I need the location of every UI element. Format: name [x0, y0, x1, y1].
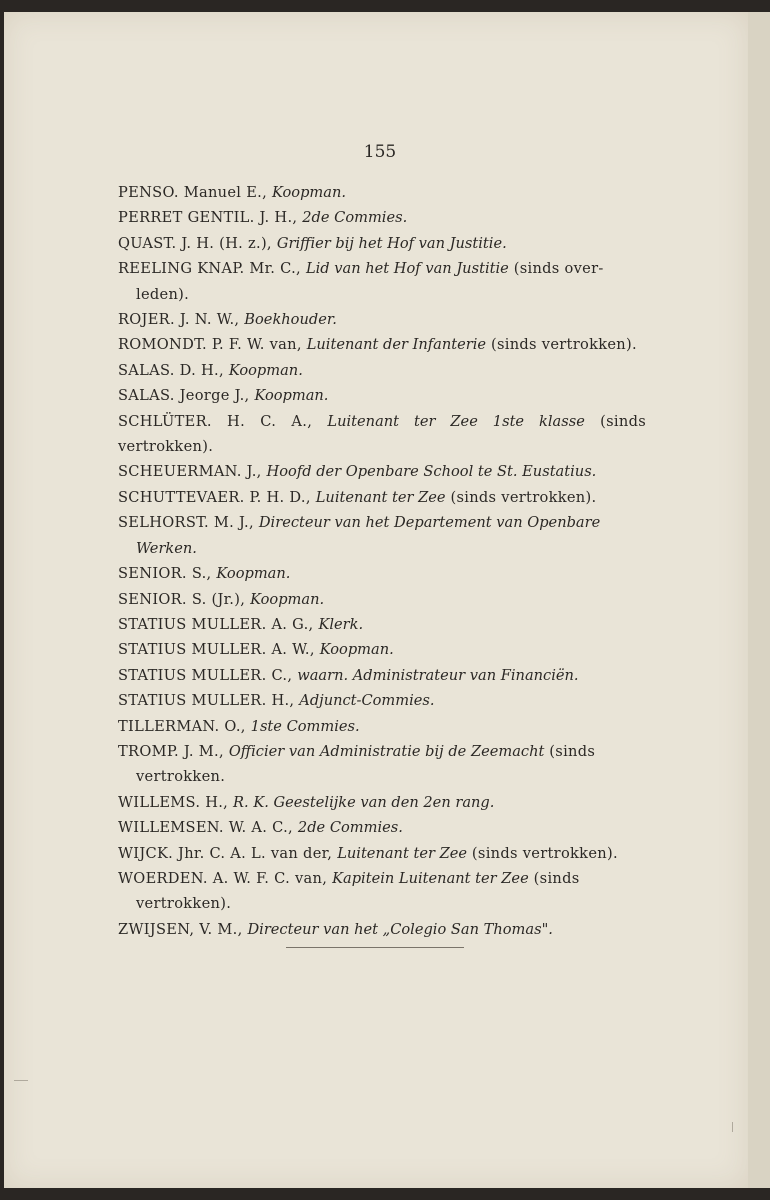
- entry-title-italic: Luitenant ter Zee: [315, 488, 446, 506]
- entry-text: SCHLÜTER. H. C. A.,: [118, 412, 328, 430]
- entry: [118, 866, 646, 917]
- entry-line: [118, 866, 646, 891]
- entry-text: STATIUS MULLER. A. W.,: [118, 641, 320, 659]
- entry-continuation-line: [118, 536, 646, 561]
- entry-title-italic: Kapitein Luitenant ter Zee: [332, 869, 529, 887]
- entry-line: [118, 180, 646, 205]
- entry-text: SCHUTTEVAER. P. H. D.,: [118, 488, 316, 506]
- entry-text: SCHEUERMAN. J.,: [118, 463, 267, 481]
- entry: [118, 587, 646, 612]
- entry-text: STATIUS MULLER. C.,: [118, 666, 298, 684]
- entry-line: [118, 841, 646, 866]
- entry-line: [118, 510, 646, 535]
- entry: [118, 256, 646, 307]
- entry-text: (sinds over-: [508, 260, 604, 278]
- entry: [118, 688, 646, 713]
- entry-text: SALAS. Jeorge J.,: [118, 387, 255, 405]
- entry: [118, 561, 646, 586]
- entry-title-italic: 2de Commies.: [297, 819, 403, 837]
- page-edge: [748, 12, 770, 1188]
- entry: [118, 510, 646, 561]
- entry-text: WIJCK. Jhr. C. A. L. van der,: [118, 844, 338, 862]
- end-rule: [286, 947, 464, 948]
- entry-title-italic: Luitenant ter Zee: [337, 844, 467, 862]
- entry-title-italic: R. K. Geestelijke van den 2en rang.: [233, 793, 495, 811]
- entry-text: STATIUS MULLER. A. G.,: [118, 615, 319, 633]
- entry-line: [118, 332, 646, 357]
- entry: [118, 612, 646, 637]
- entry-text: WOERDEN. A. W. F. C. van,: [118, 869, 333, 887]
- entry-list: [118, 180, 646, 942]
- entry-title-italic: Klerk.: [318, 615, 364, 633]
- entry-title-italic: Griffier bij het Hof van Justitie.: [276, 234, 507, 252]
- document-page: [4, 12, 748, 1188]
- entry-text: STATIUS MULLER. H.,: [118, 692, 300, 710]
- entry-title-italic: Werken.: [136, 539, 197, 557]
- entry-title-italic: Lid van het Hof van Justitie: [305, 260, 509, 278]
- entry-title-italic: Directeur van het „Colegio San Thomas".: [247, 920, 553, 938]
- entry-title-italic: Koopman.: [271, 184, 346, 201]
- entry-line: [118, 815, 646, 840]
- entry-line: [118, 790, 646, 815]
- page-number: 155: [363, 142, 397, 162]
- entry-title-italic: 2de Commies.: [302, 209, 408, 227]
- entry: [118, 383, 646, 408]
- entry-title-italic: Luitenant der Infanterie: [306, 336, 487, 354]
- entry-line: [118, 739, 646, 764]
- entry-text: SENIOR. S. (Jr.),: [118, 590, 251, 608]
- entry-text: (sinds vertrokken).: [118, 412, 646, 456]
- entry-text: QUAST. J. H. (H. z.),: [118, 234, 277, 252]
- entry-text: WILLEMS. H.,: [118, 793, 234, 811]
- entry: [118, 739, 646, 790]
- entry: [118, 307, 646, 332]
- entry-text: (sinds vertrokken).: [486, 336, 637, 354]
- entry: [118, 409, 646, 460]
- entry-line: [118, 612, 646, 637]
- entry-text: SELHORST. M. J.,: [118, 514, 259, 532]
- entry-title-italic: Koopman.: [319, 641, 394, 659]
- entry-text: ROMONDT. P. F. W. van,: [118, 336, 307, 354]
- margin-speck: [732, 1122, 733, 1132]
- entry: [118, 790, 646, 815]
- entry-text: (sinds: [544, 742, 596, 760]
- entry-continuation-line: [118, 282, 646, 307]
- entry-title-italic: Adjunct-Commies.: [299, 692, 435, 710]
- entry-text: ROJER. J. N. W.,: [118, 311, 245, 329]
- entry-title-italic: Boekhouder.: [244, 311, 337, 329]
- entry-text: vertrokken.: [136, 768, 226, 786]
- entry-line: [118, 714, 646, 739]
- entry-continuation-line: [118, 891, 646, 916]
- entry-title-italic: Koopman.: [254, 387, 329, 405]
- entry-title-italic: Koopman.: [228, 361, 303, 379]
- entry: [118, 332, 646, 357]
- entry: [118, 637, 646, 662]
- entry-text: (sinds vertrokken).: [445, 488, 597, 506]
- entry-text: PERRET GENTIL. J. H.,: [118, 209, 303, 227]
- entry-title-italic: Hoofd der Openbare School te St. Eustatius.: [266, 463, 597, 481]
- entry-line: [118, 917, 646, 942]
- entry-title-italic: Luitenant ter Zee 1ste klasse: [327, 412, 585, 430]
- entry: [118, 841, 646, 866]
- entry-line: [118, 587, 646, 612]
- entry-title-italic: 1ste Commies.: [250, 717, 360, 735]
- entry-line: [118, 256, 646, 281]
- entry-line: [118, 561, 646, 586]
- entry-title-italic: waarn. Administrateur van Financiën.: [297, 666, 579, 684]
- entry-title-italic: Officier van Administratie bij de Zeemacht: [228, 742, 545, 760]
- entry-continuation-line: [118, 764, 646, 789]
- entry-text: (sinds vertrokken).: [466, 844, 618, 862]
- entry-line: [118, 358, 646, 383]
- entry: [118, 815, 646, 840]
- entry-title-italic: Directeur van het Departement van Openbare: [258, 514, 601, 532]
- entry-line: [118, 231, 646, 256]
- entry-line: [118, 307, 646, 332]
- entry-line: [118, 205, 646, 230]
- entry: [118, 917, 646, 942]
- entry: [118, 205, 646, 230]
- entry-line: [118, 637, 646, 662]
- entry: [118, 459, 646, 484]
- entry-text: SENIOR. S.,: [118, 565, 217, 583]
- entry: [118, 180, 646, 205]
- entry-title-italic: Koopman.: [250, 590, 325, 608]
- entry: [118, 714, 646, 739]
- entry-text: (sinds: [528, 869, 580, 887]
- entry-text: TILLERMAN. O.,: [118, 717, 251, 735]
- margin-speck: [14, 1080, 28, 1081]
- entry-text: PENSO. Manuel E.,: [118, 184, 272, 201]
- entry-line: [118, 688, 646, 713]
- entry-line: [118, 459, 646, 484]
- entry-text: WILLEMSEN. W. A. C.,: [118, 819, 298, 837]
- entry: [118, 231, 646, 256]
- entry-line: [118, 485, 646, 510]
- entry: [118, 663, 646, 688]
- entry-title-italic: Koopman.: [216, 565, 291, 583]
- entry-text: leden).: [136, 285, 190, 303]
- entry-text: SALAS. D. H.,: [118, 361, 229, 379]
- entry-line: [118, 663, 646, 688]
- entry-line: [118, 409, 646, 460]
- entry-text: REELING KNAP. Mr. C.,: [118, 260, 306, 278]
- entry: [118, 358, 646, 383]
- entry-text: vertrokken).: [136, 895, 232, 913]
- entry-text: ZWIJSEN, V. M.,: [118, 920, 248, 938]
- entry: [118, 485, 646, 510]
- entry-text: TROMP. J. M.,: [118, 742, 229, 760]
- entry-line: [118, 383, 646, 408]
